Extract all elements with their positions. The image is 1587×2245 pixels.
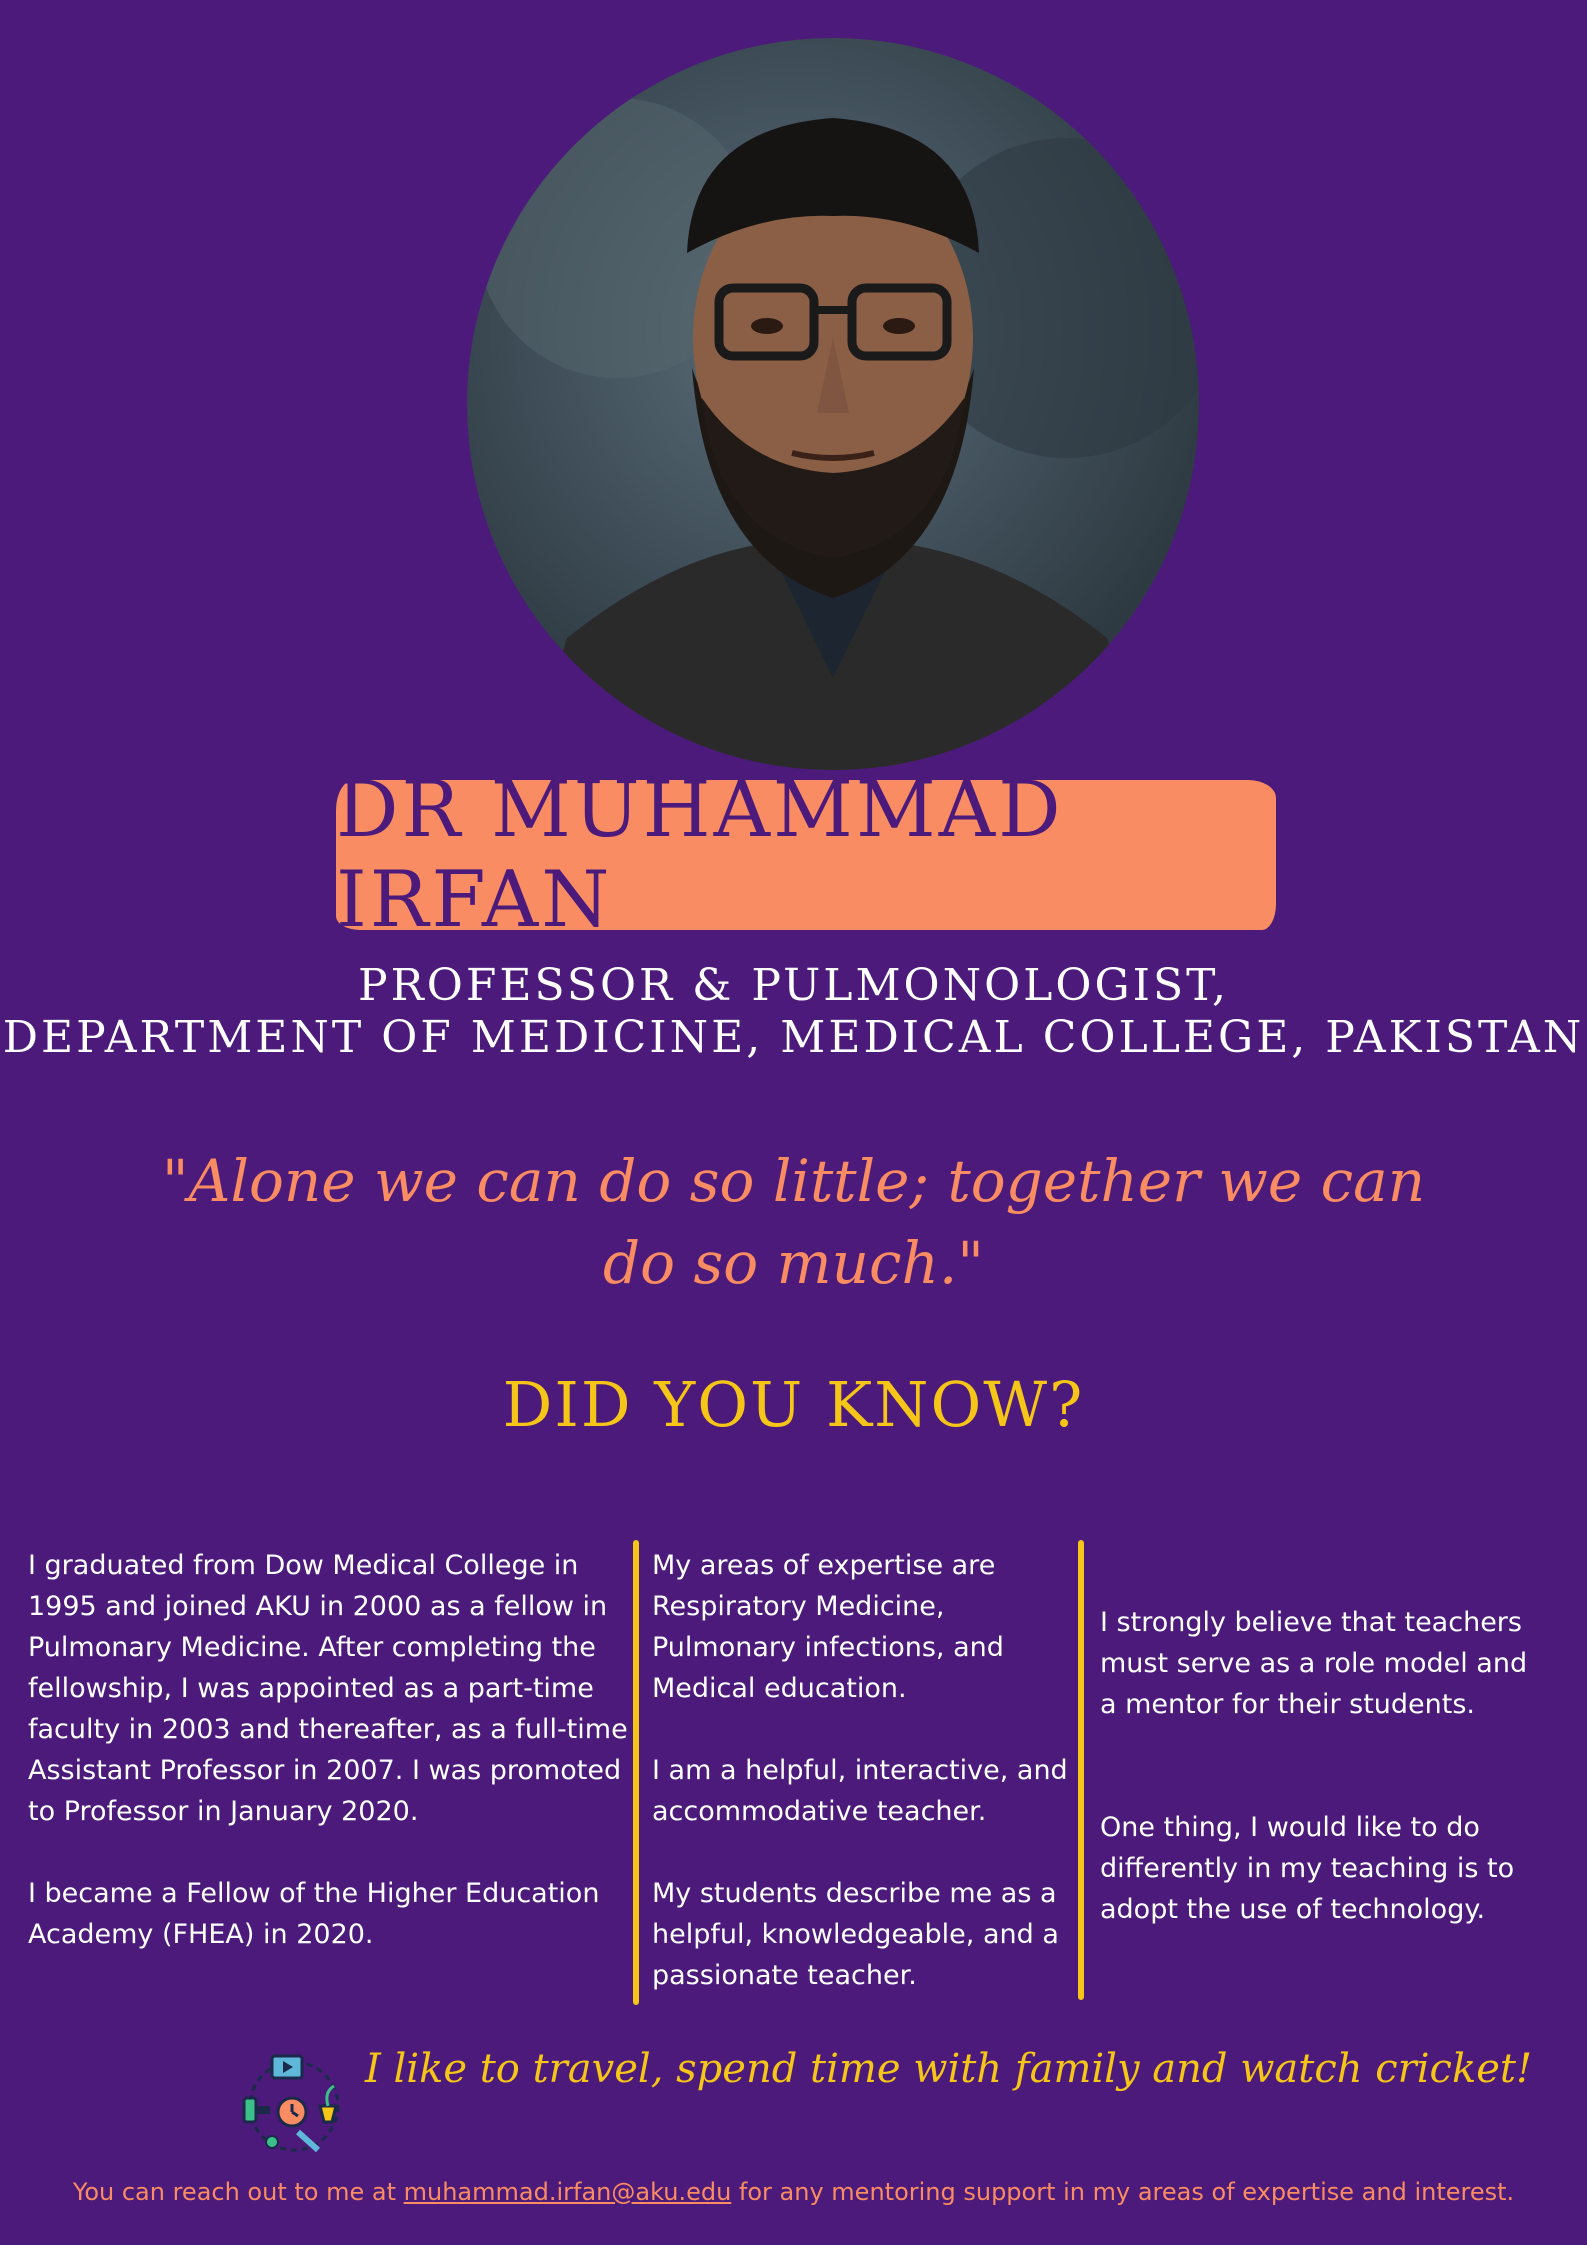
column-right-paragraph: I strongly believe that teachers must serve as a role model and a mentor for their students. [1100, 1607, 1528, 1720]
column-middle-paragraph: I am a helpful, interactive, and accommodative teacher. [652, 1755, 1068, 1827]
contact-line [0, 2178, 1587, 2206]
column-middle-paragraph: My students describe me as a helpful, knowledgeable, and a passionate teacher. [652, 1878, 1059, 1991]
column-right-paragraph: One thing, I would like to do differently in my teaching is to adopt the use of technology. [1100, 1812, 1515, 1925]
profile-title-line-1: PROFESSOR & PULMONOLOGIST, [358, 960, 1229, 1011]
column-left-paragraph: I graduated from Dow Medical College in 1995 and joined AKU in 2000 as a fellow in Pulmonary Medicine. After completing the fellowship, I was appointed as a part-time faculty in 2003 and thereafter, as a full-time Assistant Professor in 2007. I was promoted to Professor in January 2020. [28, 1550, 628, 1827]
name-banner [336, 765, 1276, 945]
column-middle [652, 1545, 1072, 1996]
column-right [1100, 1602, 1550, 1930]
profile-quote: "Alone we can do so little; together we can do so much." [161, 1147, 1426, 1297]
contact-email-link[interactable]: muhammad.irfan@aku.edu [403, 2178, 732, 2206]
profile-portrait [467, 38, 1199, 770]
column-left [28, 1545, 628, 1955]
hobbies-icon [238, 2050, 350, 2162]
portrait-illustration [467, 38, 1199, 770]
contact-suffix: for any mentoring support in my areas of expertise and interest. [738, 2178, 1515, 2206]
column-left-paragraph: I became a Fellow of the Higher Education Academy (FHEA) in 2020. [28, 1878, 600, 1950]
contact-prefix: You can reach out to me at [72, 2178, 396, 2206]
column-divider [1078, 1540, 1084, 2000]
column-middle-paragraph: My areas of expertise are Respiratory Medicine, Pulmonary infections, and Medical education. [652, 1550, 1004, 1704]
profile-name: DR MUHAMMAD IRFAN [336, 765, 1064, 945]
section-heading: DID YOU KNOW? [502, 1368, 1085, 1441]
profile-title-line-2: DEPARTMENT OF MEDICINE, MEDICAL COLLEGE, PAKISTAN [2, 1012, 1585, 1063]
hobby-statement: I like to travel, spend time with family and watch cricket! [365, 2046, 1533, 2092]
column-divider [633, 1540, 639, 2005]
